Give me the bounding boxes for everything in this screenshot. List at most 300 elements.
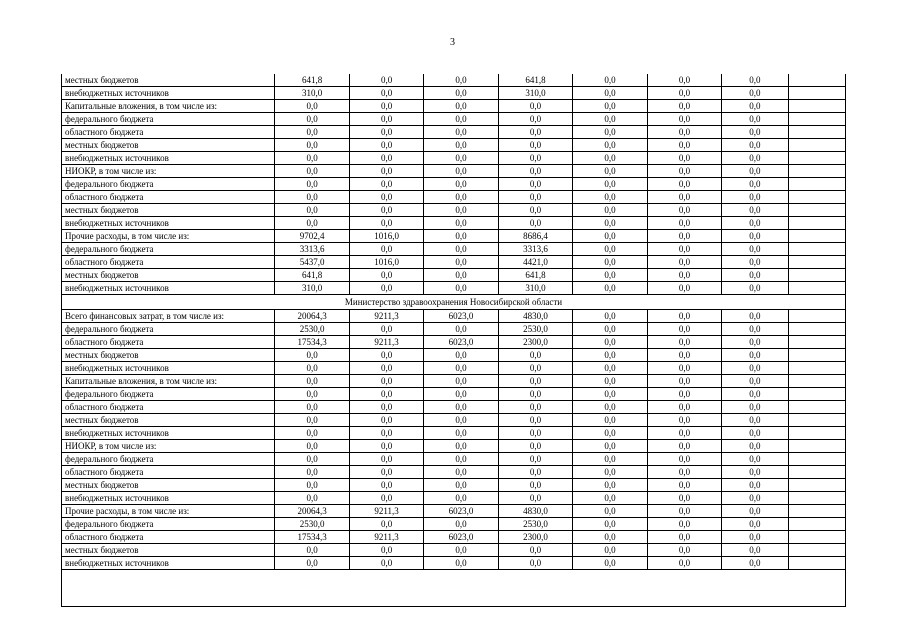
value-cell: 0,0 [349,453,423,466]
value-cell: 0,0 [349,544,423,557]
row-label: местных бюджетов [62,269,275,282]
empty-cell [788,388,845,401]
empty-cell [788,152,845,165]
value-cell: 0,0 [498,479,572,492]
value-cell: 0,0 [573,87,647,100]
table-row [62,323,846,336]
value-cell: 0,0 [647,401,721,414]
empty-cell [788,440,845,453]
table-row [62,375,846,388]
empty-cell [788,282,845,295]
value-cell: 0,0 [573,113,647,126]
value-cell: 0,0 [424,388,498,401]
value-cell: 0,0 [424,87,498,100]
empty-row [62,570,846,607]
value-cell: 0,0 [349,440,423,453]
value-cell: 0,0 [573,256,647,269]
value-cell: 2530,0 [275,518,349,531]
value-cell: 0,0 [573,492,647,505]
value-cell: 0,0 [722,310,788,323]
table-row [62,544,846,557]
value-cell: 0,0 [424,492,498,505]
value-cell: 0,0 [275,375,349,388]
value-cell: 0,0 [573,375,647,388]
value-cell: 0,0 [349,74,423,87]
row-label: внебюджетных источников [62,492,275,505]
value-cell: 0,0 [275,401,349,414]
row-label: Прочие расходы, в том числе из: [62,230,275,243]
value-cell: 0,0 [573,269,647,282]
table-row [62,453,846,466]
table-row [62,269,846,282]
value-cell: 0,0 [647,113,721,126]
value-cell: 2530,0 [275,323,349,336]
row-label: внебюджетных источников [62,427,275,440]
value-cell: 0,0 [573,152,647,165]
value-cell: 0,0 [275,414,349,427]
value-cell: 0,0 [722,126,788,139]
value-cell: 0,0 [349,126,423,139]
table-body [62,74,846,607]
value-cell: 0,0 [573,243,647,256]
value-cell: 0,0 [424,453,498,466]
row-label: Капитальные вложения, в том числе из: [62,100,275,113]
value-cell: 0,0 [349,375,423,388]
row-label: местных бюджетов [62,479,275,492]
value-cell: 0,0 [647,427,721,440]
table-row [62,427,846,440]
value-cell: 310,0 [498,87,572,100]
value-cell: 0,0 [349,100,423,113]
value-cell: 0,0 [573,323,647,336]
row-label: федерального бюджета [62,323,275,336]
value-cell: 0,0 [573,178,647,191]
value-cell: 0,0 [647,479,721,492]
value-cell: 0,0 [498,492,572,505]
value-cell: 0,0 [722,323,788,336]
empty-cell [788,336,845,349]
value-cell: 0,0 [349,492,423,505]
value-cell: 0,0 [722,87,788,100]
value-cell: 0,0 [573,362,647,375]
value-cell: 0,0 [498,362,572,375]
value-cell: 0,0 [498,375,572,388]
row-label: местных бюджетов [62,74,275,87]
empty-cell [788,453,845,466]
value-cell: 0,0 [424,269,498,282]
value-cell: 0,0 [573,204,647,217]
value-cell: 0,0 [573,427,647,440]
row-label: НИОКР, в том числе из: [62,440,275,453]
empty-cell [788,230,845,243]
value-cell: 0,0 [722,401,788,414]
value-cell: 0,0 [647,310,721,323]
value-cell: 0,0 [647,165,721,178]
value-cell: 8686,4 [498,230,572,243]
row-label: внебюджетных источников [62,282,275,295]
table-row [62,388,846,401]
value-cell: 20064,3 [275,505,349,518]
value-cell: 0,0 [349,349,423,362]
value-cell: 0,0 [424,243,498,256]
row-label: внебюджетных источников [62,152,275,165]
value-cell: 0,0 [573,282,647,295]
value-cell: 0,0 [573,217,647,230]
value-cell: 0,0 [573,544,647,557]
value-cell: 0,0 [498,440,572,453]
empty-cell [788,479,845,492]
empty-cell [788,74,845,87]
value-cell: 0,0 [424,349,498,362]
value-cell: 0,0 [647,518,721,531]
value-cell: 0,0 [498,178,572,191]
value-cell: 0,0 [498,126,572,139]
table-row [62,126,846,139]
value-cell: 0,0 [722,518,788,531]
value-cell: 0,0 [275,557,349,570]
value-cell: 4830,0 [498,505,572,518]
empty-cell [788,139,845,152]
value-cell: 0,0 [424,323,498,336]
value-cell: 0,0 [573,388,647,401]
value-cell: 4830,0 [498,310,572,323]
empty-cell [788,191,845,204]
table-row [62,100,846,113]
value-cell: 0,0 [722,100,788,113]
value-cell: 0,0 [647,243,721,256]
value-cell: 0,0 [573,518,647,531]
row-label: Прочие расходы, в том числе из: [62,505,275,518]
value-cell: 0,0 [275,544,349,557]
value-cell: 0,0 [498,165,572,178]
value-cell: 0,0 [349,87,423,100]
value-cell: 0,0 [722,466,788,479]
value-cell: 0,0 [424,466,498,479]
value-cell: 0,0 [349,191,423,204]
empty-cell [788,100,845,113]
value-cell: 0,0 [647,191,721,204]
value-cell: 0,0 [647,466,721,479]
value-cell: 0,0 [647,557,721,570]
table-row [62,557,846,570]
value-cell: 0,0 [498,453,572,466]
value-cell: 0,0 [647,414,721,427]
empty-cell [788,323,845,336]
value-cell: 0,0 [647,230,721,243]
value-cell: 0,0 [498,544,572,557]
value-cell: 9211,3 [349,310,423,323]
value-cell: 0,0 [498,557,572,570]
empty-cell [788,518,845,531]
value-cell: 9702,4 [275,230,349,243]
value-cell: 0,0 [647,362,721,375]
value-cell: 0,0 [573,139,647,152]
empty-cell [788,126,845,139]
row-label: НИОКР, в том числе из: [62,165,275,178]
value-cell: 0,0 [498,466,572,479]
value-cell: 0,0 [722,204,788,217]
value-cell: 0,0 [349,362,423,375]
value-cell: 0,0 [573,453,647,466]
value-cell: 0,0 [647,269,721,282]
value-cell: 0,0 [573,401,647,414]
row-label: областного бюджета [62,531,275,544]
row-label: областного бюджета [62,401,275,414]
value-cell: 0,0 [647,492,721,505]
row-label: Капитальные вложения, в том числе из: [62,375,275,388]
value-cell: 0,0 [424,165,498,178]
value-cell: 0,0 [573,336,647,349]
value-cell: 0,0 [722,336,788,349]
row-label: областного бюджета [62,126,275,139]
value-cell: 0,0 [349,269,423,282]
value-cell: 0,0 [349,401,423,414]
value-cell: 0,0 [424,191,498,204]
value-cell: 0,0 [349,518,423,531]
value-cell: 0,0 [498,388,572,401]
value-cell: 310,0 [275,87,349,100]
row-label: федерального бюджета [62,113,275,126]
table-row [62,165,846,178]
table-row [62,466,846,479]
row-label: областного бюджета [62,191,275,204]
value-cell: 0,0 [349,282,423,295]
section-title: Министерство здравоохранения Новосибирской области [62,295,846,310]
table-row [62,479,846,492]
value-cell: 0,0 [424,401,498,414]
table-row [62,256,846,269]
value-cell: 0,0 [647,217,721,230]
value-cell: 0,0 [722,152,788,165]
value-cell: 310,0 [275,282,349,295]
value-cell: 0,0 [647,388,721,401]
value-cell: 0,0 [573,466,647,479]
row-label: местных бюджетов [62,349,275,362]
value-cell: 0,0 [424,126,498,139]
table-row [62,336,846,349]
value-cell: 0,0 [424,100,498,113]
table-row [62,113,846,126]
empty-cell [788,269,845,282]
value-cell: 0,0 [275,191,349,204]
value-cell: 0,0 [647,323,721,336]
value-cell: 0,0 [275,349,349,362]
table-row [62,310,846,323]
value-cell: 0,0 [647,204,721,217]
table-row [62,505,846,518]
value-cell: 0,0 [349,152,423,165]
value-cell: 2530,0 [498,518,572,531]
value-cell: 0,0 [722,243,788,256]
value-cell: 6023,0 [424,336,498,349]
value-cell: 0,0 [573,126,647,139]
value-cell: 0,0 [424,152,498,165]
empty-cell [788,310,845,323]
empty-cell [788,349,845,362]
table-row [62,217,846,230]
value-cell: 0,0 [647,139,721,152]
value-cell: 0,0 [498,113,572,126]
empty-cell [788,243,845,256]
value-cell: 0,0 [349,243,423,256]
value-cell: 0,0 [424,204,498,217]
row-label: федерального бюджета [62,243,275,256]
value-cell: 0,0 [424,414,498,427]
value-cell: 0,0 [275,113,349,126]
row-label: местных бюджетов [62,139,275,152]
value-cell: 0,0 [424,518,498,531]
table-row [62,87,846,100]
value-cell: 0,0 [498,414,572,427]
value-cell: 0,0 [275,178,349,191]
value-cell: 0,0 [275,466,349,479]
value-cell: 0,0 [424,178,498,191]
value-cell: 0,0 [498,191,572,204]
value-cell: 0,0 [349,204,423,217]
value-cell: 0,0 [647,256,721,269]
value-cell: 0,0 [275,453,349,466]
financing-table [61,74,846,607]
value-cell: 0,0 [647,152,721,165]
value-cell: 0,0 [498,401,572,414]
value-cell: 17534,3 [275,336,349,349]
row-label: местных бюджетов [62,414,275,427]
value-cell: 0,0 [722,505,788,518]
value-cell: 0,0 [722,375,788,388]
value-cell: 0,0 [498,204,572,217]
value-cell: 0,0 [722,230,788,243]
table-row [62,178,846,191]
value-cell: 0,0 [647,74,721,87]
value-cell: 9211,3 [349,505,423,518]
value-cell: 0,0 [573,557,647,570]
row-label: внебюджетных источников [62,217,275,230]
table-row [62,191,846,204]
value-cell: 0,0 [275,479,349,492]
value-cell: 0,0 [424,375,498,388]
value-cell: 0,0 [722,74,788,87]
table-row [62,414,846,427]
empty-cell [788,492,845,505]
value-cell: 0,0 [573,349,647,362]
empty-cell [788,401,845,414]
value-cell: 0,0 [722,557,788,570]
value-cell: 0,0 [722,269,788,282]
value-cell: 3313,6 [498,243,572,256]
value-cell: 0,0 [722,544,788,557]
table-row [62,243,846,256]
value-cell: 0,0 [498,217,572,230]
table-row [62,531,846,544]
value-cell: 0,0 [722,282,788,295]
value-cell: 6023,0 [424,310,498,323]
value-cell: 0,0 [424,362,498,375]
value-cell: 0,0 [349,466,423,479]
value-cell: 0,0 [722,217,788,230]
table-row [62,152,846,165]
value-cell: 0,0 [349,178,423,191]
value-cell: 0,0 [424,113,498,126]
table-row [62,139,846,152]
row-label: федерального бюджета [62,518,275,531]
value-cell: 641,8 [498,74,572,87]
empty-cell [788,165,845,178]
value-cell: 0,0 [722,414,788,427]
row-label: областного бюджета [62,336,275,349]
value-cell: 0,0 [275,165,349,178]
value-cell: 20064,3 [275,310,349,323]
row-label: местных бюджетов [62,544,275,557]
value-cell: 0,0 [349,165,423,178]
table-row [62,401,846,414]
empty-cell [788,204,845,217]
value-cell: 0,0 [349,479,423,492]
value-cell: 0,0 [722,453,788,466]
empty-cell [788,557,845,570]
value-cell: 0,0 [275,217,349,230]
table-row [62,74,846,87]
value-cell: 0,0 [275,362,349,375]
empty-cell [788,505,845,518]
value-cell: 0,0 [647,336,721,349]
table-row [62,230,846,243]
value-cell: 0,0 [573,230,647,243]
value-cell: 0,0 [275,440,349,453]
value-cell: 0,0 [647,178,721,191]
value-cell: 0,0 [573,191,647,204]
empty-cell [788,544,845,557]
value-cell: 0,0 [275,152,349,165]
value-cell: 0,0 [424,139,498,152]
value-cell: 0,0 [349,557,423,570]
value-cell: 0,0 [647,544,721,557]
value-cell: 0,0 [573,479,647,492]
empty-cell [788,256,845,269]
value-cell: 6023,0 [424,505,498,518]
value-cell: 0,0 [424,544,498,557]
value-cell: 0,0 [722,113,788,126]
value-cell: 0,0 [424,557,498,570]
value-cell: 3313,6 [275,243,349,256]
value-cell: 0,0 [498,427,572,440]
value-cell: 2300,0 [498,531,572,544]
value-cell: 0,0 [722,139,788,152]
value-cell: 0,0 [349,139,423,152]
value-cell: 0,0 [573,531,647,544]
value-cell: 0,0 [498,139,572,152]
empty-cell [788,113,845,126]
value-cell: 0,0 [722,178,788,191]
value-cell: 641,8 [275,74,349,87]
value-cell: 0,0 [275,204,349,217]
section-row [62,295,846,310]
empty-cell [788,531,845,544]
value-cell: 0,0 [424,74,498,87]
row-label: областного бюджета [62,466,275,479]
row-label: областного бюджета [62,256,275,269]
value-cell: 2530,0 [498,323,572,336]
value-cell: 0,0 [424,440,498,453]
value-cell: 641,8 [275,269,349,282]
value-cell: 0,0 [722,362,788,375]
value-cell: 0,0 [349,113,423,126]
table-row [62,282,846,295]
table-row [62,440,846,453]
empty-cell [788,414,845,427]
value-cell: 0,0 [647,531,721,544]
row-label: внебюджетных источников [62,87,275,100]
value-cell: 0,0 [722,165,788,178]
